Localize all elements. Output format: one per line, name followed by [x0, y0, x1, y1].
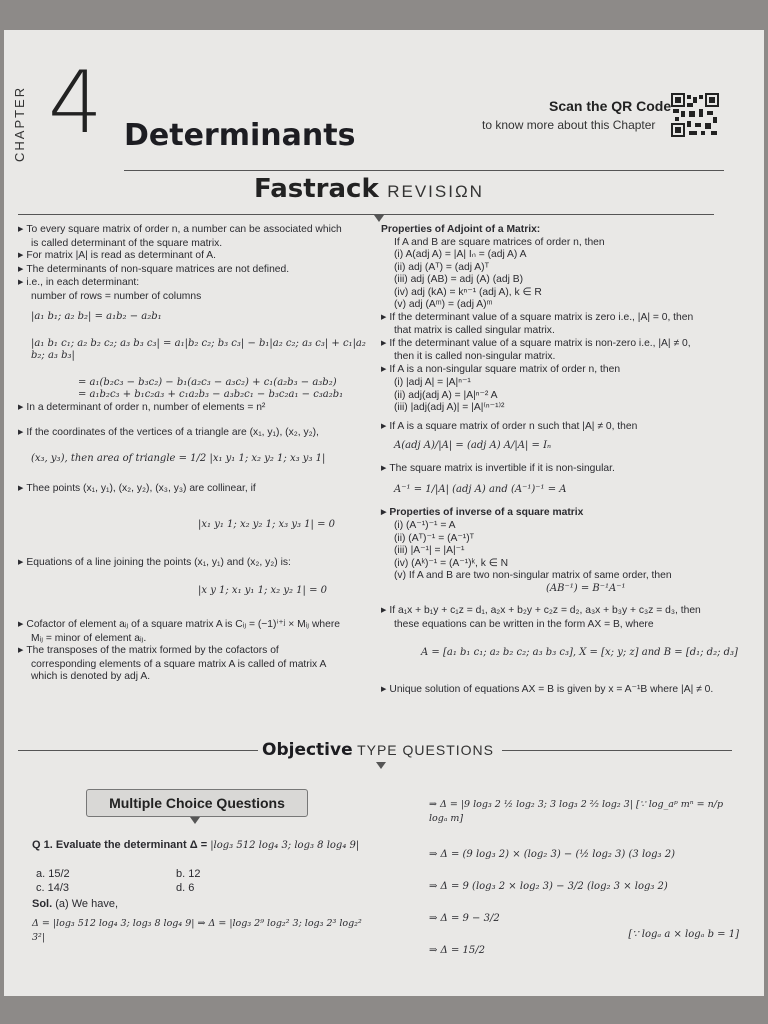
fastrack-word: Fastrack — [254, 174, 379, 204]
right-line: that matrix is called singular matrix. — [394, 325, 555, 336]
matrix-form-formula: A = [a₁ b₁ c₁; a₂ b₂ c₂; a₃ b₃ c₃], X = [x; y; z] and B = [d₁; d₂; d₃] — [421, 647, 738, 658]
solution-step: ⇒ Δ = 9 − 3/2 — [429, 913, 500, 924]
formula-3x3: |a₁ b₁ c₁; a₂ b₂ c₂; a₃ b₃ c₃| = a₁|b₂ c₂; b₃ c₃| − b₁|a₂ c₂; a₃ c₃| + c₁|a₂ b₂; a₃ b₃| — [31, 337, 366, 361]
right-line: (iv) adj (kA) = kⁿ⁻¹ (adj A), k ∈ R — [394, 286, 542, 298]
right-line: ▶ If A is a square matrix of order n such that |A| ≠ 0, then — [381, 421, 741, 435]
mcq-arrow-icon — [190, 817, 200, 824]
left-column — [18, 224, 374, 684]
option-a[interactable]: a. 15/2 — [36, 868, 70, 880]
right-line: (ii) adj (Aᵀ) = (adj A)ᵀ — [394, 261, 490, 273]
right-heading: ▶ Properties of inverse of a square matrix — [381, 507, 741, 521]
solution-step: ⇒ Δ = 9 (log₃ 2 × log₂ 3) − 3/2 (log₂ 3 × log₃ 2) — [429, 881, 668, 892]
solution-step: ⇒ Δ = |9 log₃ 2 ½ log₂ 3; 3 log₃ 2 ²⁄₂ log₂ 3| [∵ log_aᵖ mⁿ = n/p logₐ m] — [429, 799, 724, 824]
solution-reason: [∵ logₐ a × logₐ b = 1] — [628, 929, 739, 940]
right-line: (iii) adj (AB) = adj (A) (adj B) — [394, 274, 524, 285]
textbook-page — [4, 30, 764, 996]
right-line: ▶ The square matrix is invertible if it is non-singular. — [381, 463, 741, 477]
left-line: ▶ The determinants of non-square matrices are not defined. — [18, 264, 374, 278]
triangle-area-formula: (x₃, y₃), then area of triangle = 1/2 |x₁ y₁ 1; x₂ y₂ 1; x₃ y₃ 1| — [31, 452, 326, 464]
right-line: (iii) |adj(adj A)| = |A|⁽ⁿ⁻¹⁾² — [394, 402, 505, 413]
left-line: Mᵢⱼ = minor of element aᵢⱼ. — [31, 632, 147, 644]
inverse-formula: A⁻¹ = 1/|A| (adj A) and (A⁻¹)⁻¹ = A — [394, 484, 567, 495]
objective-word: Objective — [262, 740, 353, 760]
right-line: (i) A(adj A) = |A| Iₙ = (adj A) A — [394, 249, 527, 260]
right-line: (i) (A⁻¹)⁻¹ = A — [394, 520, 456, 531]
chapter-label: CHAPTER — [12, 85, 27, 162]
left-line: ▶ The transposes of the matrix formed by the cofactors of — [18, 645, 374, 659]
mcq-label: Multiple Choice Questions — [86, 789, 308, 817]
left-line: ▶ Cofactor of element aᵢⱼ of a square matrix A is Cᵢⱼ = (−1)ⁱ⁺ʲ × Mᵢⱼ where — [18, 619, 374, 633]
question-number: Q 1. — [32, 839, 53, 851]
right-line: (ii) (Aᵀ)⁻¹ = (A⁻¹)ᵀ — [394, 532, 475, 544]
qr-code-icon[interactable] — [671, 93, 719, 137]
left-line: which is denoted by adj A. — [31, 671, 151, 682]
question-text: Evaluate the determinant Δ = — [55, 839, 208, 851]
solution-label: Sol. — [32, 898, 53, 910]
solution-intro-line — [32, 897, 362, 911]
right-line: If A and B are square matrices of order n, then — [394, 236, 605, 248]
right-heading: Properties of Adjoint of a Matrix: — [381, 224, 541, 235]
right-line: (v) adj (Aᵐ) = (adj A)ᵐ — [394, 299, 493, 310]
right-line: ▶ If A is a non-singular square matrix of order n, then — [381, 364, 741, 378]
objective-heading — [262, 740, 494, 760]
right-line: ▶ If the determinant value of a square matrix is non-zero i.e., |A| ≠ 0, — [381, 338, 741, 352]
objective-rule-right — [502, 750, 732, 751]
collinear-formula: |x₁ y₁ 1; x₂ y₂ 1; x₃ y₃ 1| = 0 — [198, 518, 336, 530]
formula-expansion-2: = a₁b₂c₃ + b₁c₂a₃ + c₁a₂b₃ − a₃b₂c₁ − b₃c₂a₁ − c₃a₂b₁ — [78, 389, 344, 400]
formula-2x2: |a₁ b₁; a₂ b₂| = a₁b₂ − a₂b₁ — [31, 311, 162, 322]
adjoint-identity-formula: A(adj A)/|A| = (adj A) A/|A| = Iₙ — [394, 440, 552, 451]
solution-steps — [429, 798, 739, 958]
option-c[interactable]: c. 14/3 — [36, 882, 70, 894]
objective-rule — [18, 750, 258, 751]
left-line: number of rows = number of columns — [31, 290, 202, 302]
chapter-title: Determinants — [124, 118, 356, 153]
section-rule — [18, 214, 714, 215]
type-questions-word: TYPE QUESTIONS — [357, 742, 494, 758]
left-line: ▶ Thee points (x₁, y₁), (x₂, y₂), (x₃, y₃) are collinear, if — [18, 483, 374, 497]
product-inverse-formula: (AB⁻¹) = B⁻¹A⁻¹ — [546, 582, 626, 594]
right-column — [381, 224, 741, 697]
right-line: ▶ If the determinant value of a square matrix is zero i.e., |A| = 0, then — [381, 312, 741, 326]
left-line: ▶ Equations of a line joining the points (x₁, y₁) and (x₂, y₂) is: — [18, 557, 374, 571]
right-line: (i) |adj A| = |A|ⁿ⁻¹ — [394, 377, 471, 388]
solution-intro: (a) We have, — [55, 898, 119, 910]
right-line: (v) If A and B are two non-singular matrix of same order, then — [394, 570, 672, 581]
solution-first-step: Δ = |log₃ 512 log₄ 3; log₃ 8 log₄ 9| ⇒ Δ = |log₃ 2⁹ log₂² 3; log₃ 2³ log₂² 3²| — [32, 918, 362, 943]
qr-caption-subtitle: to know more about this Chapter — [482, 118, 656, 132]
right-line: then it is called non-singular matrix. — [394, 351, 556, 362]
right-line: (ii) adj(adj A) = |A|ⁿ⁻² A — [394, 389, 498, 401]
header-rule — [124, 170, 724, 171]
left-line: ▶ In a determinant of order n, number of elements = n² — [18, 402, 374, 416]
fastrack-revision-heading — [254, 174, 484, 204]
objective-arrow-icon — [376, 762, 386, 769]
option-d[interactable]: d. 6 — [176, 882, 195, 894]
line-equation-formula: |x y 1; x₁ y₁ 1; x₂ y₂ 1| = 0 — [198, 584, 327, 596]
option-b[interactable]: b. 12 — [176, 868, 201, 880]
left-line: is called determinant of the square matrix. — [31, 237, 223, 249]
solution-step: ⇒ Δ = 15/2 — [429, 945, 485, 956]
right-line: these equations can be written in the form AX = B, where — [394, 618, 654, 630]
left-line: corresponding elements of a square matrix A is called of matrix A — [31, 658, 327, 670]
qr-caption-title: Scan the QR Code — [549, 98, 672, 114]
question-determinant: |log₃ 512 log₄ 3; log₃ 8 log₄ 9| — [210, 840, 360, 851]
right-line: (iii) |A⁻¹| = |A|⁻¹ — [394, 545, 465, 556]
left-line: ▶ For matrix |A| is read as determinant of A. — [18, 250, 374, 264]
section-arrow-icon — [374, 215, 384, 222]
left-line: ▶ If the coordinates of the vertices of a triangle are (x₁, y₁), (x₂, y₂), — [18, 427, 374, 441]
left-line: ▶ To every square matrix of order n, a number can be associated which — [18, 224, 374, 238]
chapter-number: 4 — [48, 53, 103, 153]
right-line: ▶ If a₁x + b₁y + c₁z = d₁, a₂x + b₂y + c₂z = d₂, a₃x + b₃y + c₃z = d₃, then — [381, 605, 741, 619]
solution-step: ⇒ Δ = (9 log₃ 2) × (log₂ 3) − (½ log₂ 3) (3 log₃ 2) — [429, 849, 676, 860]
solution-final-row — [429, 929, 739, 958]
revision-word: REVISIΩN — [387, 182, 484, 201]
right-line: ▶ Unique solution of equations AX = B is given by x = A⁻¹B where |A| ≠ 0. — [381, 684, 741, 698]
question-block — [32, 830, 362, 945]
options-grid — [32, 867, 362, 895]
left-line: ▶ i.e., in each determinant: — [18, 277, 374, 291]
question-line — [32, 838, 362, 853]
right-line: (iv) (Aᵏ)⁻¹ = (A⁻¹)ᵏ, k ∈ N — [394, 557, 509, 569]
formula-expansion: = a₁(b₂c₃ − b₃c₂) − b₁(a₂c₃ − a₃c₂) + c₁(a₂b₃ − a₃b₂) — [78, 376, 337, 388]
